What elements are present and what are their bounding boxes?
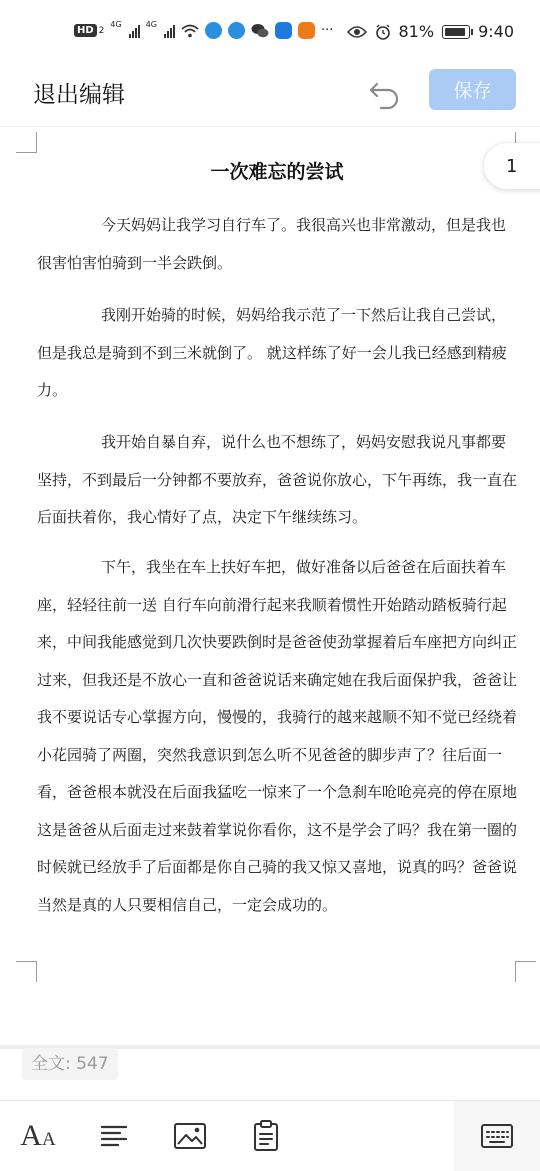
document-page[interactable] xyxy=(0,127,540,1045)
hd-badge: HD xyxy=(74,24,97,37)
eye-icon xyxy=(347,25,367,39)
bulb-app-icon xyxy=(275,22,292,39)
editor-header xyxy=(0,64,540,127)
hd-sub: 2 xyxy=(98,25,105,36)
sim1-label: 4G xyxy=(110,20,122,29)
app-notification-icon-2 xyxy=(228,22,245,39)
paragraph[interactable]: 下午，我坐在车上扶好车把，做好准备以后爸爸在后面扶着车座，轻轻往前一送 自行车向前滑行起来我顺着惯性开始踏动踏板骑行起来，中间我能感觉到几次快要跌倒时是爸爸使劲掌握着后车座把方向纠正过来，但我还是不放心一直和爸爸说话来确定她在我后面保护我，爸爸让我不要说话专心掌握方向，慢慢的，我骑行的越来越顺不知不觉已经绕着小花园骑了两圈，突然我意识到怎么听不见爸爸的脚步声了？往后面一看，爸爸根本就没在后面我猛吃一惊来了一个急刹车呛呛亮亮的停在原地这是爸爸从后面走过来鼓着掌说你看你，这不是学会了吗？我在第一圈的时候就已经放手了后面都是你自己骑的我又惊又喜地，说真的吗？爸爸说当然是真的人只要相信自己，一定会成功的。 xyxy=(37,558,518,914)
paragraph[interactable]: 我开始自暴自弃，说什么也不想练了，妈妈安慰我说凡事都要坚持，不到最后一分钟都不要放弃，爸爸说你放心，下午再练，我一直在后面扶着你，我心情好了点，决定下午继续练习。 xyxy=(37,433,518,526)
status-bar-left xyxy=(74,22,333,39)
more-notifications: ··· xyxy=(321,23,334,38)
keyboard-icon[interactable] xyxy=(478,1117,516,1155)
word-count-label: 全文: 547 xyxy=(22,1048,118,1080)
page-number-indicator[interactable]: 1 xyxy=(484,143,540,189)
wechat-icon xyxy=(251,23,269,39)
battery-icon xyxy=(442,25,470,39)
signal-icon-2 xyxy=(164,24,175,38)
battery-percent: 81% xyxy=(398,22,435,41)
exit-edit-button[interactable]: 退出编辑 xyxy=(33,82,125,108)
page-corner-mark xyxy=(16,961,37,982)
status-bar-right xyxy=(347,22,515,41)
orange-app-icon xyxy=(298,22,315,39)
paragraph[interactable]: 我刚开始骑的时候，妈妈给我示范了一下然后让我自己尝试，但是我总是骑到不到三米就倒了。 就这样练了好一会儿我已经感到精疲力。 xyxy=(37,306,507,399)
status-bar xyxy=(0,0,540,64)
paragraph-align-icon[interactable] xyxy=(95,1117,133,1155)
clipboard-icon[interactable] xyxy=(247,1117,285,1155)
app-notification-icon xyxy=(205,22,222,39)
document-title[interactable]: 一次难忘的尝试 xyxy=(210,161,344,183)
paragraph[interactable]: 今天妈妈让我学习自行车了。我很高兴也非常激动，但是我也很害怕害怕骑到一半会跌倒。 xyxy=(37,216,507,272)
wifi-icon xyxy=(181,24,199,38)
signal-icon xyxy=(129,24,140,38)
page-corner-mark xyxy=(16,132,37,153)
clock-time: 9:40 xyxy=(478,22,514,41)
undo-icon[interactable] xyxy=(368,76,402,110)
alarm-icon xyxy=(375,24,391,40)
font-style-icon[interactable]: A A xyxy=(20,1119,56,1152)
image-icon[interactable] xyxy=(171,1117,209,1155)
keyboard-toggle-panel xyxy=(454,1101,540,1171)
save-button[interactable]: 保存 xyxy=(429,69,516,110)
page-corner-mark xyxy=(515,961,536,982)
bottom-toolbar xyxy=(0,1100,540,1171)
sim2-label: 4G xyxy=(145,20,157,29)
